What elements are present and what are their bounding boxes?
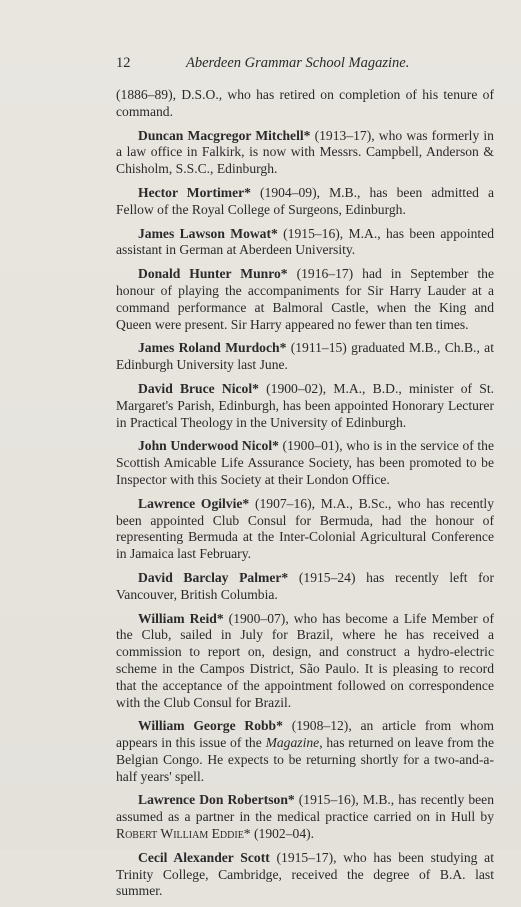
running-header bbox=[116, 54, 416, 72]
entry-paragraph: David Bruce Nicol* (1900–02), M.A., B.D., minister of St. Margaret's Parish, Edinburgh, has been appointed Honorary Lecturer in Practical Theology in the University of Edinburgh. bbox=[116, 380, 494, 430]
entry-paragraph: Hector Mortimer* (1904–09), M.B., has been admitted a Fellow of the Royal College of Surgeons, Edinburgh. bbox=[116, 184, 494, 217]
person-name: David Bruce Nicol* bbox=[138, 380, 259, 396]
magazine-reference: Magazine bbox=[265, 735, 320, 751]
person-name: James Lawson Mowat* bbox=[138, 225, 278, 241]
entry-paragraph: John Underwood Nicol* (1900–01), who is in the service of the Scottish Amicable Life Assurance Society, has been promoted to be Inspector with this Society at their London Office. bbox=[116, 438, 494, 487]
entry-paragraph: Duncan Macgregor Mitchell* (1913–17), who was formerly in a law office in Falkirk, is now with Messrs. Campbell, Anderson & Chisholm, S.S.C., Edinburgh. bbox=[116, 127, 494, 177]
person-name: Duncan Macgregor Mitchell* bbox=[138, 127, 311, 143]
entry-paragraph: David Barclay Palmer* (1915–24) has recently left for Vancouver, British Columbia. bbox=[116, 569, 495, 602]
entry-paragraph: William Reid* (1900–07), who has become a Life Member of the Club, sailed in July for Brazil, where he has received a commission to report on, design, and construct a hydro-electric scheme in the Campos District, São Paulo. It is pleasing to record that the acceptance of the appointment followed on correspondence with the Club Consul for Brazil. bbox=[116, 610, 494, 710]
magazine-title: Aberdeen Grammar School Magazine. bbox=[186, 55, 410, 71]
person-name: Hector Mortimer* bbox=[138, 184, 251, 200]
entry-paragraph: Donald Hunter Munro* (1916–17) had in September the honour of playing the accompaniments for Sir Harry Lauder at a command performance at Balmoral Castle, when the King and Queen were present. Sir Harry appeared no fewer than ten times. bbox=[116, 266, 494, 332]
page-number: 12 bbox=[116, 55, 131, 71]
person-name: Donald Hunter Munro* bbox=[138, 266, 288, 282]
entry-paragraph: Lawrence Ogilvie* (1907–16), M.A., B.Sc., who has recently been appointed Club Consul for Bermuda, had the honour of representing Bermuda at the Inter-Colonial Agricultural Conference in Jamaica last February. bbox=[116, 495, 495, 562]
person-name: John Underwood Nicol* bbox=[138, 438, 279, 454]
person-name: David Barclay Palmer* bbox=[138, 569, 289, 585]
article-body bbox=[116, 87, 494, 907]
entry-paragraph: Cecil Alexander Scott (1915–17), who has been studying at Trinity College, Cambridge, received the degree of B.A. last summer. bbox=[116, 849, 494, 899]
person-name: James Roland Murdoch* bbox=[138, 340, 287, 356]
entry-paragraph: William George Robb* (1908–12), an article from whom appears in this issue of the Magazine, has returned on leave from the Belgian Congo. He expects to be returning shortly for a two-and-a-half years' spell. bbox=[116, 718, 494, 784]
entry-paragraph: James Roland Murdoch* (1911–15) graduated M.B., Ch.B., at Edinburgh University last June. bbox=[116, 340, 494, 373]
person-name: Cecil Alexander Scott bbox=[138, 849, 270, 865]
entry-paragraph: (1886–89), D.S.O., who has retired on completion of his tenure of command. bbox=[116, 87, 494, 119]
person-name-smallcaps: Robert William Eddie* bbox=[116, 826, 251, 842]
person-name: Lawrence Ogilvie* bbox=[138, 495, 250, 511]
person-name: Lawrence Don Robertson* bbox=[138, 792, 295, 808]
person-name: William George Robb* bbox=[138, 718, 283, 734]
entry-paragraph: Lawrence Don Robertson* (1915–16), M.B., has recently been assumed as a partner in the medical practice carried on in Hull by Robert William Eddie* (1902–04). bbox=[116, 792, 494, 842]
entry-paragraph: James Lawson Mowat* (1915–16), M.A., has been appointed assistant in German at Aberdeen University. bbox=[116, 225, 494, 258]
person-name: William Reid* bbox=[138, 610, 224, 626]
